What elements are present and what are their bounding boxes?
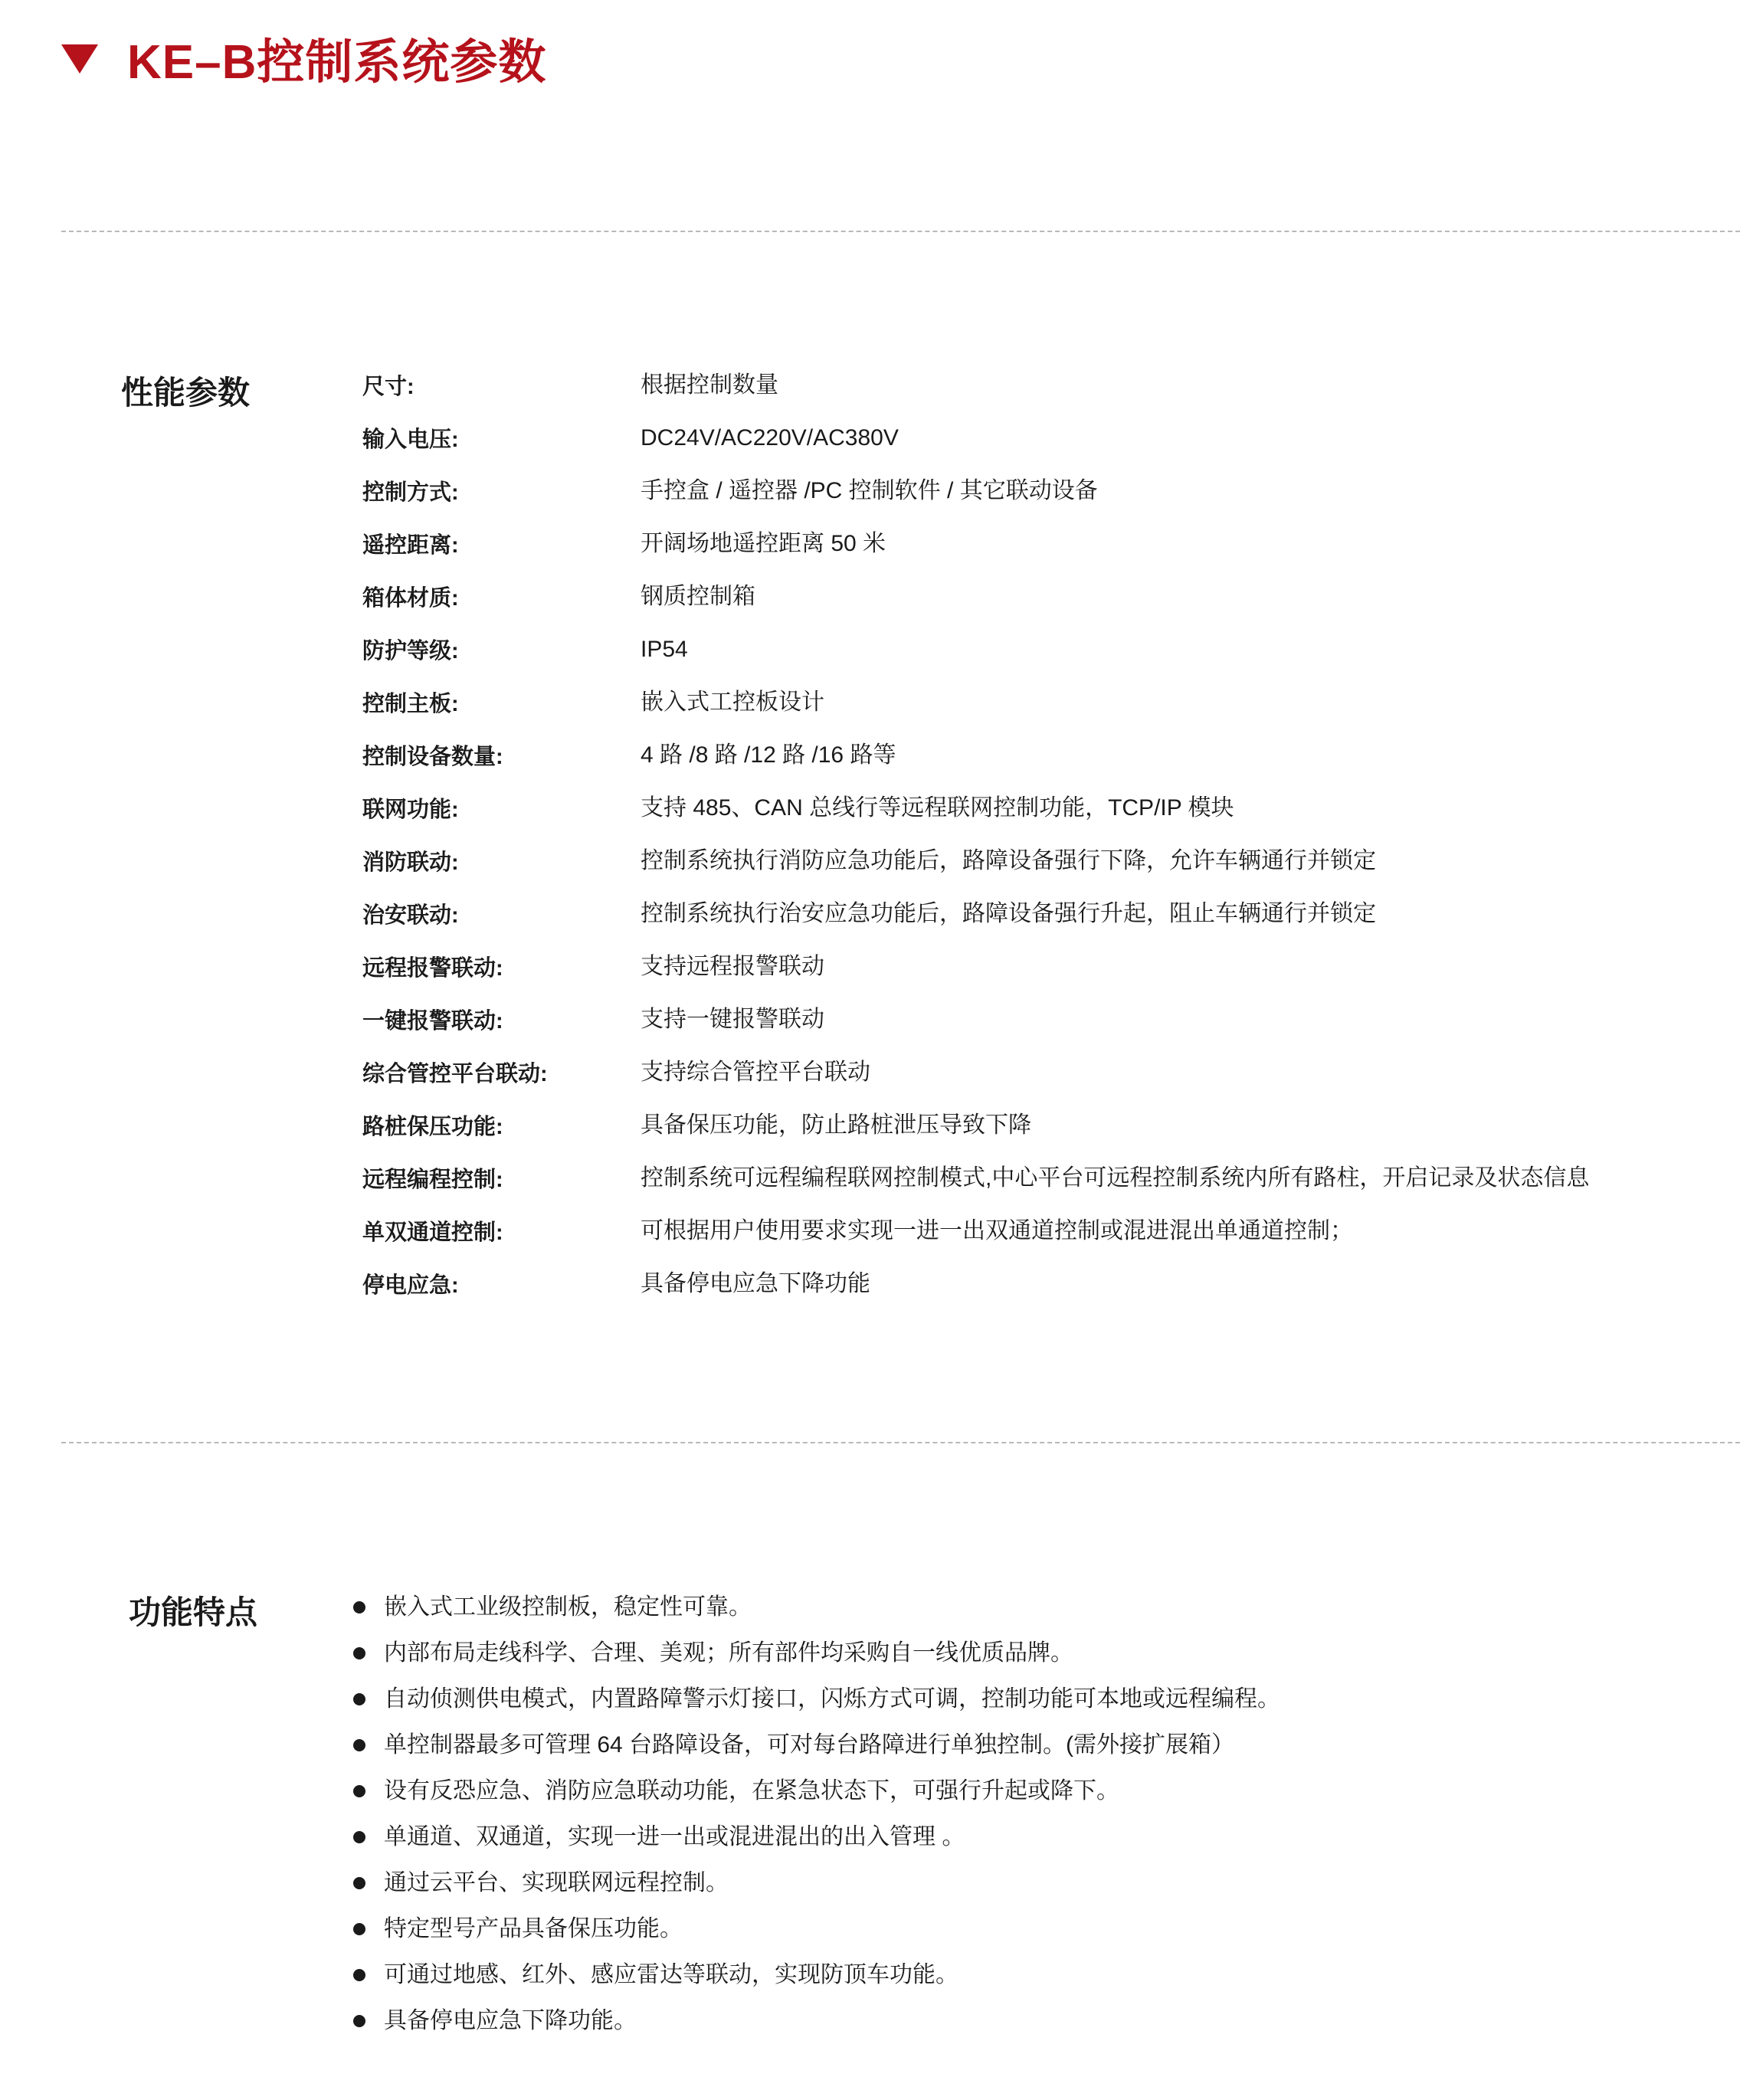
spec-value: 控制系统执行消防应急功能后，路障设备强行下降，允许车辆通行并锁定 [641,848,1376,873]
spec-value: 开阔场地遥控距离 50 米 [641,531,886,556]
spec-label: 箱体材质: [362,586,459,611]
bullet-icon [353,1831,365,1843]
bullet-icon [353,1785,365,1797]
spec-value: DC24V/AC220V/AC380V [641,425,899,450]
specs-table [362,373,1665,1325]
spec-label: 综合管控平台联动: [362,1062,548,1086]
spec-row [362,479,1665,532]
spec-row [362,1113,1665,1166]
feature-text: 设有反恐应急、消防应急联动功能，在紧急状态下，可强行升起或降下。 [384,1778,1119,1804]
spec-row [362,690,1665,743]
bullet-icon [353,1647,365,1659]
spec-label: 治安联动: [362,903,459,928]
bullet-icon [353,1739,365,1751]
feature-text: 通过云平台、实现联网远程控制。 [384,1870,729,1895]
feature-text: 具备停电应急下降功能。 [384,2008,637,2033]
feature-item [353,1730,1280,1776]
spec-row [362,532,1665,585]
feature-text: 内部布局走线科学、合理、美观；所有部件均采购自一线优质品牌。 [384,1640,1073,1666]
features-section-title: 功能特点 [129,1594,258,1630]
spec-value: 4 路 /8 路 /12 路 /16 路等 [641,742,896,768]
spec-row [362,1007,1665,1060]
page-title: KE–B控制系统参数 [127,35,547,89]
spec-row [362,955,1665,1007]
spec-row [362,1060,1665,1113]
spec-value: IP54 [641,637,688,662]
page-header [61,23,546,92]
spec-label: 输入电压: [362,428,459,452]
spec-label: 控制方式: [362,480,459,505]
feature-item [353,1960,1280,2006]
feature-text: 可通过地感、红外、感应雷达等联动，实现防顶车功能。 [384,1962,958,1987]
bullet-icon [353,1969,365,1981]
spec-row [362,585,1665,637]
spec-label: 控制设备数量: [362,745,503,769]
spec-value: 支持综合管控平台联动 [641,1060,870,1085]
spec-value: 根据控制数量 [641,372,778,398]
spec-label: 单双通道控制: [362,1220,503,1245]
feature-item [353,1592,1280,1638]
feature-text: 自动侦测供电模式，内置路障警示灯接口，闪烁方式可调，控制功能可本地或远程编程。 [384,1686,1280,1712]
spec-value: 控制系统执行治安应急功能后，路障设备强行升起，阻止车辆通行并锁定 [641,901,1376,926]
bullet-icon [353,2015,365,2027]
spec-label: 控制主板: [362,692,459,716]
spec-row [362,796,1665,849]
spec-value: 支持远程报警联动 [641,954,824,979]
feature-text: 嵌入式工业级控制板，稳定性可靠。 [384,1594,752,1620]
bullet-icon [353,1923,365,1935]
spec-label: 消防联动: [362,850,459,875]
features-list [353,1592,1280,2052]
feature-item [353,1868,1280,1914]
spec-value: 钢质控制箱 [641,584,755,609]
spec-value: 支持 485、CAN 总线行等远程联网控制功能，TCP/IP 模块 [641,795,1234,821]
feature-text: 单控制器最多可管理 64 台路障设备，可对每台路障进行单独控制。(需外接扩展箱） [384,1732,1235,1758]
dashed-divider [61,1442,1740,1443]
feature-text: 特定型号产品具备保压功能。 [384,1916,683,1941]
dashed-divider [61,231,1740,232]
bullet-icon [353,1693,365,1705]
spec-label: 路桩保压功能: [362,1115,503,1139]
spec-row [362,637,1665,690]
spec-label: 尺寸: [362,375,415,399]
feature-text: 单通道、双通道，实现一进一出或混进混出的出入管理 。 [384,1824,965,1849]
spec-row [362,1166,1665,1219]
spec-row [362,373,1665,426]
spec-label: 防护等级: [362,639,459,663]
spec-row [362,426,1665,479]
spec-label: 远程报警联动: [362,956,503,981]
feature-item [353,1638,1280,1684]
feature-item [353,1914,1280,1960]
spec-value: 支持一键报警联动 [641,1007,824,1032]
spec-label: 联网功能: [362,798,459,822]
spec-label: 遥控距离: [362,533,459,558]
spec-row [362,1272,1665,1325]
bullet-icon [353,1601,365,1613]
feature-item [353,1822,1280,1868]
spec-row [362,849,1665,902]
feature-item [353,2006,1280,2052]
spec-value: 手控盒 / 遥控器 /PC 控制软件 / 其它联动设备 [641,478,1098,503]
spec-label: 远程编程控制: [362,1168,503,1192]
spec-value: 嵌入式工控板设计 [641,690,824,715]
spec-row [362,743,1665,796]
spec-value: 可根据用户使用要求实现一进一出双通道控制或混进混出单通道控制； [641,1218,1353,1243]
spec-value: 具备保压功能，防止路桩泄压导致下降 [641,1112,1031,1138]
spec-value: 控制系统可远程编程联网控制模式,中心平台可远程控制系统内所有路柱，开启记录及状态信息 [641,1165,1590,1191]
feature-item [353,1684,1280,1730]
feature-item [353,1776,1280,1822]
spec-row [362,1219,1665,1272]
spec-label: 停电应急: [362,1273,459,1298]
spec-value: 具备停电应急下降功能 [641,1271,870,1296]
spec-row [362,902,1665,955]
spec-label: 一键报警联动: [362,1009,503,1034]
bullet-icon [353,1877,365,1889]
specs-section-title: 性能参数 [121,375,251,411]
triangle-down-icon [61,44,98,74]
